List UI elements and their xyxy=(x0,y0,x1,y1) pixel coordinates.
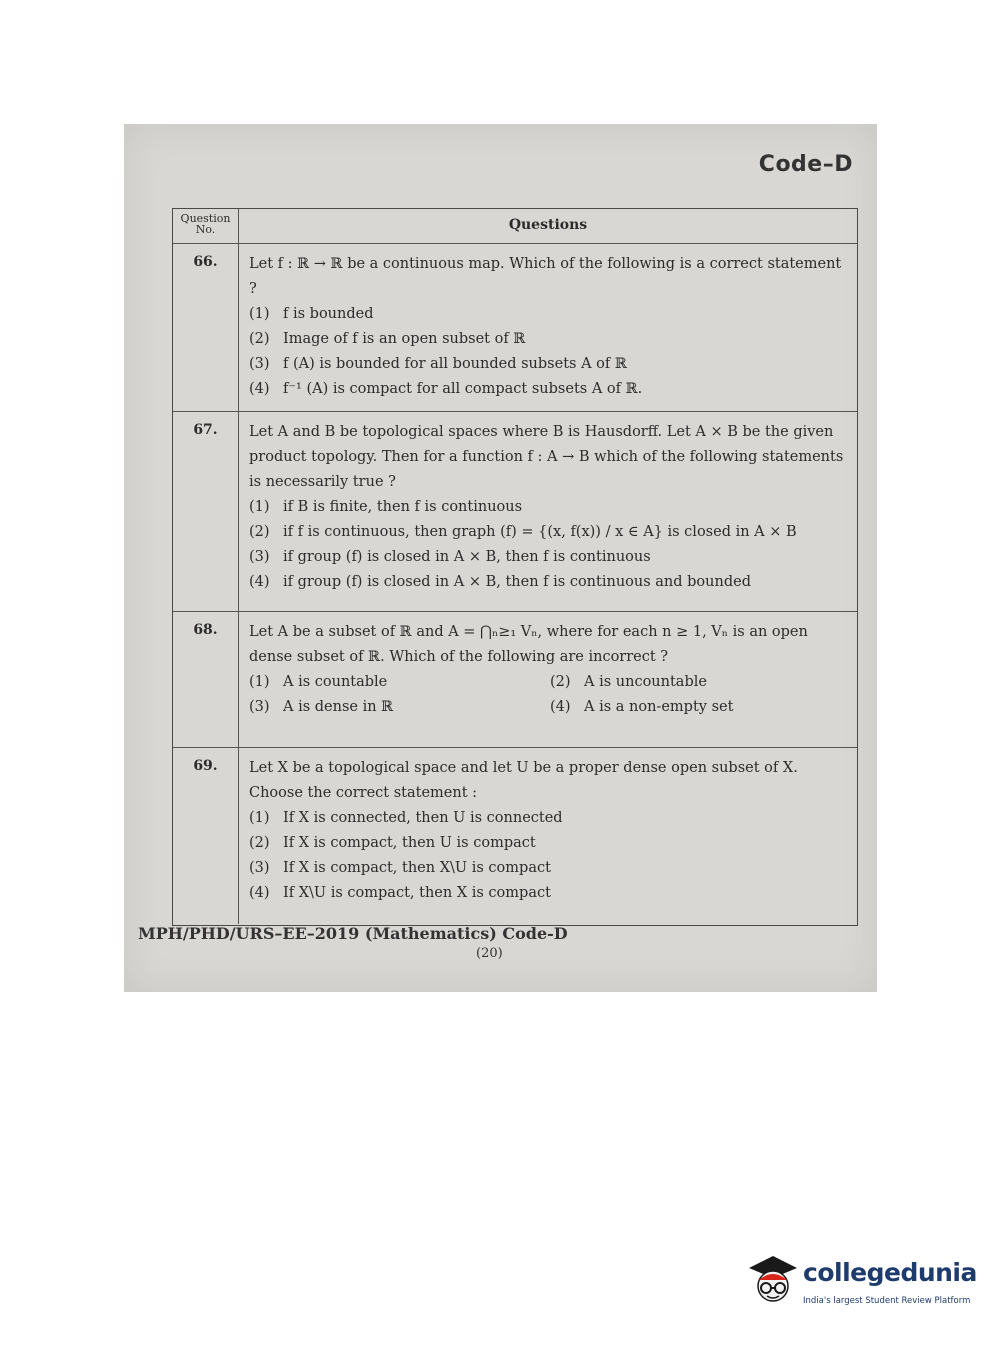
collegedunia-logo xyxy=(745,1250,975,1320)
questions-table xyxy=(172,208,858,926)
option-text: A is a non-empty set xyxy=(584,699,734,715)
option xyxy=(249,545,851,570)
option xyxy=(249,377,851,402)
option-number: (4) xyxy=(249,381,270,397)
brand-name: collegedunia xyxy=(803,1258,977,1287)
option xyxy=(550,670,851,695)
option xyxy=(249,881,851,906)
page-number: (20) xyxy=(476,946,503,961)
question-row-69 xyxy=(173,748,857,924)
question-number: 68. xyxy=(173,612,239,747)
option-text: if f is continuous, then graph (f) = {(x, f(x)) / x ∈ A} is closed in A × B xyxy=(283,524,797,540)
question-text: Let f : ℝ → ℝ be a continuous map. Which of the following is a correct statement ? xyxy=(249,256,842,297)
option-text: If X\U is compact, then X is compact xyxy=(283,885,551,901)
option-text: If X is connected, then U is connected xyxy=(283,810,563,826)
option-text: if group (f) is closed in A × B, then f is continuous xyxy=(283,549,651,565)
question-number: 67. xyxy=(173,412,239,611)
question-row-68 xyxy=(173,612,857,748)
option xyxy=(249,327,851,352)
option xyxy=(249,352,851,377)
question-text: Let X be a topological space and let U be a proper dense open subset of X. Choose the correct statement : xyxy=(249,760,798,801)
option xyxy=(249,856,851,881)
question-text: Let A and B be topological spaces where B is Hausdorff. Let A × B be the given product topology. Then for a function f : A → B which of the following statements is necessarily true ? xyxy=(249,424,844,490)
option-text: f (A) is bounded for all bounded subsets A of ℝ xyxy=(283,356,627,372)
option-number: (4) xyxy=(249,885,270,901)
column-header-question-no: Question No. xyxy=(173,209,239,243)
option-number: (1) xyxy=(249,499,270,515)
option-number: (3) xyxy=(249,860,270,876)
question-body xyxy=(239,748,857,924)
question-body xyxy=(239,244,857,411)
paper-footer: MPH/PHD/URS–EE–2019 (Mathematics) Code-D xyxy=(138,924,568,943)
option xyxy=(249,695,550,720)
brand-tagline: India's largest Student Review Platform xyxy=(803,1296,971,1306)
option-number: (2) xyxy=(249,524,270,540)
option xyxy=(249,670,550,695)
option-number: (1) xyxy=(249,306,270,322)
question-body xyxy=(239,412,857,611)
question-number: 69. xyxy=(173,748,239,924)
question-number: 66. xyxy=(173,244,239,411)
option xyxy=(249,302,851,327)
options-grid xyxy=(249,670,851,720)
option-number: (3) xyxy=(249,356,270,372)
column-header-questions: Questions xyxy=(508,217,588,233)
question-text: Let A be a subset of ℝ and A = ⋂ₙ≥₁ Vₙ, where for each n ≥ 1, Vₙ is an open dense subset of ℝ. Which of the following are incorrect ? xyxy=(249,624,808,665)
option-number: (2) xyxy=(550,674,571,690)
question-row-67 xyxy=(173,412,857,612)
option-number: (2) xyxy=(249,835,270,851)
table-header xyxy=(173,209,857,244)
option-text: A is countable xyxy=(283,674,388,690)
option-text: Image of f is an open subset of ℝ xyxy=(283,331,526,347)
option-text: A is dense in ℝ xyxy=(283,699,394,715)
option xyxy=(249,570,851,595)
option-text: if group (f) is closed in A × B, then f is continuous and bounded xyxy=(283,574,751,590)
option-number: (3) xyxy=(249,699,270,715)
question-body xyxy=(239,612,857,747)
exam-page-photo xyxy=(124,124,877,992)
option xyxy=(550,695,851,720)
option-text: If X is compact, then X\U is compact xyxy=(283,860,551,876)
option xyxy=(249,831,851,856)
paper-code: Code–D xyxy=(758,152,853,177)
option xyxy=(249,495,851,520)
mascot-icon xyxy=(745,1250,801,1320)
option-number: (2) xyxy=(249,331,270,347)
question-row-66 xyxy=(173,244,857,412)
option-text: If X is compact, then U is compact xyxy=(283,835,536,851)
option-number: (1) xyxy=(249,810,270,826)
option xyxy=(249,520,851,545)
option-text: A is uncountable xyxy=(584,674,707,690)
option xyxy=(249,806,851,831)
option-number: (1) xyxy=(249,674,270,690)
option-text: if B is finite, then f is continuous xyxy=(283,499,523,515)
option-number: (3) xyxy=(249,549,270,565)
option-text: f⁻¹ (A) is compact for all compact subsets A of ℝ. xyxy=(283,381,643,397)
option-text: f is bounded xyxy=(283,306,374,322)
option-number: (4) xyxy=(550,699,571,715)
option-number: (4) xyxy=(249,574,270,590)
